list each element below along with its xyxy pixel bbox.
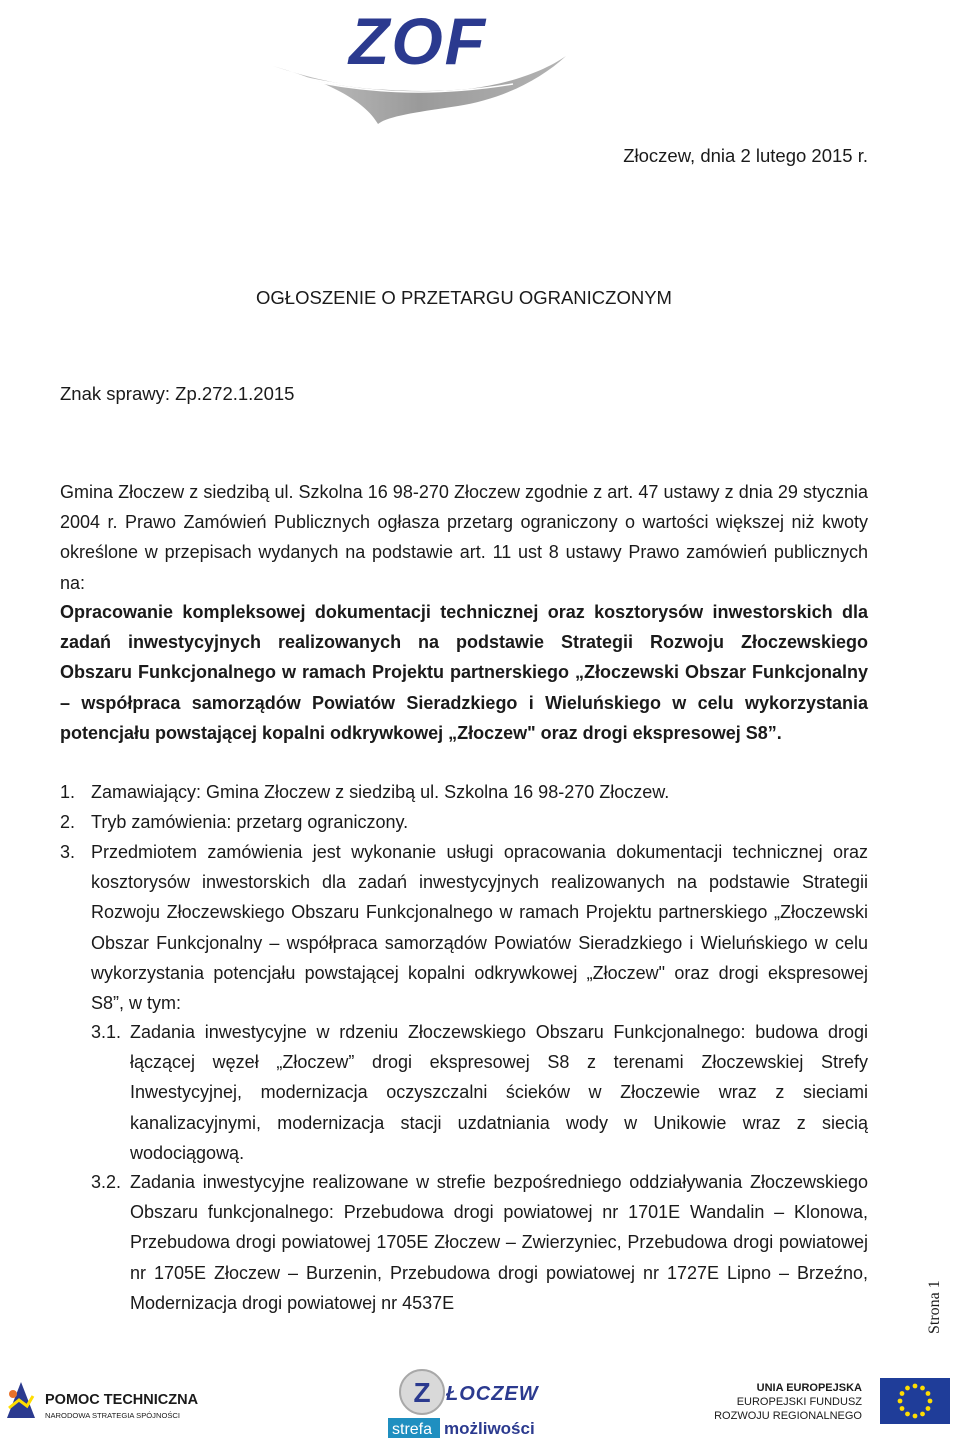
- subject-line: – współpraca samorządów Powiatów Sieradzkiego i Wieluńskiego w celu wykorzystania: [60, 692, 868, 713]
- eu-star: [913, 1414, 918, 1419]
- footer-right-line2: EUROPEJSKI FUNDUSZ: [736, 1396, 862, 1408]
- subject-line: Opracowanie kompleksowej dokumentacji technicznej oraz kosztorysów inwestorskich dla: [60, 602, 868, 622]
- page-number-label: [920, 1275, 950, 1335]
- subject-line: zadań inwestycyjnych realizowanych na podstawie Strategii Rozwoju Złoczewskiego: [60, 632, 868, 653]
- footer-right-line3: ROZWOJU REGIONALNEGO: [714, 1410, 862, 1422]
- subject-line: potencjału powstającej kopalni odkrywkowej „Złoczew" oraz drogi ekspresowej S8”.: [60, 722, 782, 743]
- eu-star: [928, 1399, 933, 1404]
- list-item-text: Przedmiotem zamówienia jest wykonanie usługi opracowania dokumentacji technicznej oraz kosztorysów inwestorskich dla zadań inwestycyjnych realizowanych na podstawie Strategii Rozwoju Złoczewskiego Obszaru Funkcjonalnego w ramach Projektu partnerskiego „Złoczewski Obszar Funkcjonalny – współpraca samorządów Powiatów Sieradzkiego i Wieluńskiego w celu wykorzystania potencjału powstającej kopalni odkrywkowej „Złoczew" oraz drogi ekspresowej S8”, w tym:: [91, 842, 868, 1014]
- eu-flag-icon: [880, 1378, 950, 1424]
- footer-center-word2: możliwości: [444, 1419, 535, 1438]
- list-item: [60, 777, 868, 808]
- list-item-number: 3.: [60, 842, 76, 862]
- eu-star: [900, 1406, 905, 1411]
- eu-star: [926, 1391, 931, 1396]
- eu-star: [920, 1386, 925, 1391]
- eu-star: [905, 1386, 910, 1391]
- eu-star: [905, 1412, 910, 1417]
- footer-left-title: POMOC TECHNICZNA: [45, 1392, 199, 1408]
- logo-wordmark: ZOF: [349, 4, 487, 78]
- svg-text:Z: Z: [413, 1377, 431, 1408]
- pomoc-techniczna-logo: [5, 1378, 210, 1422]
- page-number-text: Strona 1: [926, 1280, 943, 1334]
- zloczew-strefa-logo: [388, 1362, 558, 1440]
- sub-list-item: [91, 1167, 868, 1317]
- list-item: [60, 807, 868, 838]
- footer-left-subtitle: NARODOWA STRATEGIA SPÓJNOŚCI: [45, 1411, 181, 1420]
- footer-center-word1: strefa: [392, 1421, 433, 1438]
- list-item-text: Zamawiający: Gmina Złoczew z siedzibą ul. Szkolna 16 98-270 Złoczew.: [91, 782, 670, 802]
- list-item-number: 2.: [60, 812, 76, 832]
- eu-star: [913, 1384, 918, 1389]
- sub-list-item-number: 3.2.: [91, 1172, 122, 1192]
- eu-star: [920, 1412, 925, 1417]
- sub-list-item-number: 3.1.: [91, 1022, 122, 1042]
- subject-line: Obszaru Funkcjonalnego w ramach Projektu partnerskiego „Złoczewski Obszar Funkcjonalny: [60, 662, 868, 683]
- svg-text:ŁOCZEW: ŁOCZEW: [446, 1383, 539, 1405]
- intro-paragraph: Gmina Złoczew z siedzibą ul. Szkolna 16 98-270 Złoczew zgodnie z art. 47 ustawy z dnia 29 stycznia 2004 r. Prawo Zamówień Publicznych ogłasza przetarg ograniczony o wartości większej niż kwoty określone w przepisach wydanych na podstawie art. 11 ust 8 ustawy Prawo zamówień publicznych na:: [60, 482, 868, 593]
- list-item-number: 1.: [60, 782, 76, 802]
- document-date: Złoczew, dnia 2 lutego 2015 r.: [623, 145, 868, 166]
- eu-star: [898, 1399, 903, 1404]
- eu-star: [926, 1406, 931, 1411]
- zof-logo: [268, 4, 568, 126]
- subject-paragraph: [60, 597, 868, 748]
- sub-list-item-text: Zadania inwestycyjne w rdzeniu Złoczewskiego Obszaru Funkcjonalnego: budowa drogi łączącej węzeł „Złoczew” drogi ekspresowej S8 z terenami Złoczewskiej Strefy Inwestycyjnej, modernizacja oczyszczalni ścieków w Złoczewie wraz z sieciami kanalizacyjnymi, modernizacja stacji uzdatniania wody w Unikowie wraz z siecią wodociągową.: [130, 1022, 868, 1163]
- sub-list-item: [91, 1017, 868, 1167]
- eu-fund-logo: [714, 1378, 952, 1424]
- list-item: [60, 837, 868, 1017]
- document-title: OGŁOSZENIE O PRZETARGU OGRANICZONYM: [256, 287, 672, 308]
- list-item-text: Tryb zamówienia: przetarg ograniczony.: [91, 812, 409, 832]
- footer-right-line1: UNIA EUROPEJSKA: [756, 1382, 862, 1394]
- case-number: Znak sprawy: Zp.272.1.2015: [60, 383, 295, 404]
- sub-list-item-text: Zadania inwestycyjne realizowane w strefie bezpośredniego oddziaływania Złoczewskiego Obszaru funkcjonalnego: Przebudowa drogi powiatowej nr 1701E Wandalin – Klonowa, Przebudowa drogi powiatowej 1705E Złoczew – Zwierzyniec, Przebudowa drogi powiatowej nr 1705E Złoczew – Burzenin, Przebudowa drogi powiatowej nr 1727E Lipno – Brzeźno, Modernizacja drogi powiatowej nr 4537E: [130, 1172, 868, 1313]
- eu-star: [900, 1391, 905, 1396]
